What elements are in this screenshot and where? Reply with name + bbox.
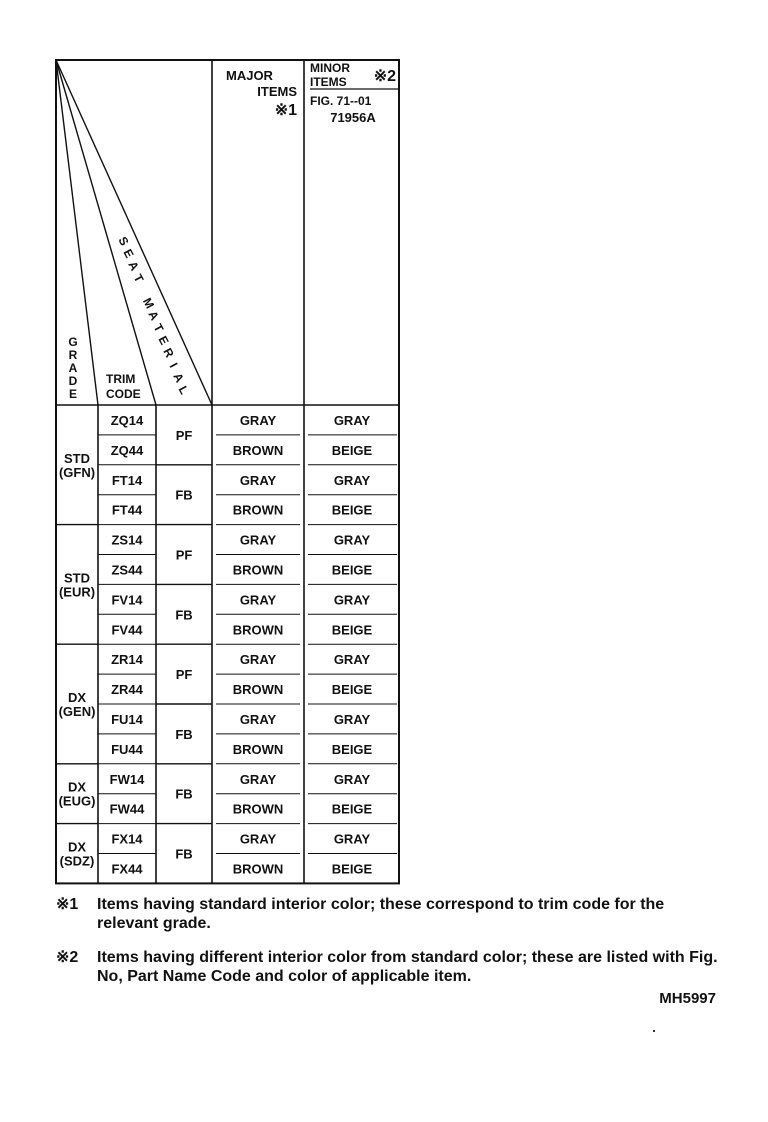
trim-code-cell: FW14 [109,771,145,787]
minor-item-color: BEIGE [331,801,373,817]
diagonal-material-line [56,60,212,405]
material-cell: FB [175,607,193,623]
material-cell: FB [175,726,193,742]
minor-items-part: 71956A [330,110,376,125]
minor-item-color: BEIGE [331,682,373,698]
minor-items-label: ITEMS [310,75,347,89]
trim-code-cell: FU14 [111,711,143,727]
grade-name: DX [67,690,87,705]
table-frame [56,60,399,883]
trim-code-cell: FU44 [111,741,143,757]
grade-header-letter: E [68,387,78,401]
trim-code-cell: ZS44 [111,562,143,578]
grade-name: DX [67,839,87,855]
trim-code-cell: ZS14 [111,532,143,548]
major-item-color: BROWN [232,502,284,518]
minor-items-mark: ※2 [373,68,396,85]
grade-header-letter: G [68,335,78,349]
major-item-color: GRAY [239,412,277,428]
trim-code-cell: FX44 [111,861,143,877]
footnote-2-mark: ※2 [56,949,79,966]
seat-material-letter: R [160,345,177,360]
major-item-color: GRAY [239,592,277,608]
seat-material-letter: M [140,295,158,311]
grade-header-letter: R [68,348,78,362]
seat-material-letter: S [115,234,132,248]
major-item-color: GRAY [239,771,277,787]
seat-material-letter: A [145,308,162,323]
major-items-label: MAJOR [226,68,273,83]
seat-material-letter: A [170,370,187,385]
grade-sub: (EUR) [58,584,96,600]
footnote-1-text: Items having standard interior color; these correspond to trim code for the relevant grade. [97,896,665,932]
minor-item-color: BEIGE [331,502,373,518]
seat-material-letter: T [150,321,167,335]
major-item-color: GRAY [239,652,277,668]
grade-sub: (SDZ) [59,853,95,869]
grade-sub: (GFN) [58,464,96,480]
minor-item-color: BEIGE [331,442,373,458]
major-item-color: BROWN [232,562,284,578]
trim-code-cell: FW44 [109,801,145,817]
major-item-color: BROWN [232,741,284,757]
speck [653,1030,655,1032]
minor-item-color: GRAY [333,412,371,428]
minor-items-fig: FIG. 71--01 [310,94,372,108]
material-cell: PF [175,427,193,443]
major-item-color: GRAY [239,831,277,847]
major-item-color: GRAY [239,532,277,548]
seat-material-letter: E [155,333,172,348]
minor-items-label: MINOR [310,61,350,75]
material-cell: FB [175,846,193,862]
trim-code-cell: ZR14 [111,652,143,668]
minor-item-color: GRAY [333,592,371,608]
minor-item-color: GRAY [333,472,371,488]
minor-item-color: GRAY [333,652,371,668]
trim-code-cell: ZR44 [111,682,143,698]
minor-item-color: GRAY [333,771,371,787]
minor-item-color: BEIGE [331,741,373,757]
trim-code-cell: FT14 [111,472,143,488]
minor-item-color: GRAY [333,532,371,548]
trim-code-cell: FX14 [111,831,143,847]
footnote-2-text: Items having different interior color from standard color; these are listed with Fig. No, Part Name Code and color of applicable item. [97,949,718,985]
grade-name: STD [64,570,90,586]
major-item-color: GRAY [239,472,277,488]
seat-material-letter: A [125,258,142,274]
major-item-color: BROWN [232,682,284,698]
grade-name: STD [64,450,90,466]
material-cell: FB [175,487,193,503]
minor-item-color: GRAY [333,831,371,847]
major-item-color: BROWN [232,442,284,458]
seat-material-letter: E [120,246,137,261]
trim-code-cell: ZQ14 [110,412,144,428]
minor-item-color: BEIGE [331,562,373,578]
major-item-color: BROWN [232,801,284,817]
seat-material-letter: L [175,383,192,397]
footnote-1-mark: ※1 [56,896,79,913]
major-item-color: BROWN [232,861,284,877]
material-cell: FB [175,786,193,802]
seat-material-letter: I [166,360,181,371]
trim-code-cell: FT44 [111,502,143,518]
trim-code-cell: FV44 [111,622,143,638]
trim-code-cell: FV14 [111,592,143,608]
seat-material-letter: T [130,271,147,285]
minor-item-color: BEIGE [331,861,373,877]
major-items-mark: ※1 [274,102,297,119]
grade-sub: (EUG) [58,793,96,809]
major-item-color: GRAY [239,711,277,727]
drawing-code: MH5997 [659,990,716,1007]
minor-item-color: GRAY [333,711,371,727]
material-cell: PF [175,547,193,563]
major-item-color: BROWN [232,622,284,638]
grade-header-letter: A [68,361,78,375]
grade-name: DX [67,779,87,795]
minor-item-color: BEIGE [331,622,373,638]
material-cell: PF [175,667,193,683]
grade-header-letter: D [68,374,78,388]
trim-code-header: TRIM [106,372,136,386]
major-items-label: ITEMS [257,84,297,99]
trim-code-cell: ZQ44 [110,442,144,458]
grade-sub: (GEN) [58,704,96,719]
trim-code-header: CODE [106,387,141,401]
